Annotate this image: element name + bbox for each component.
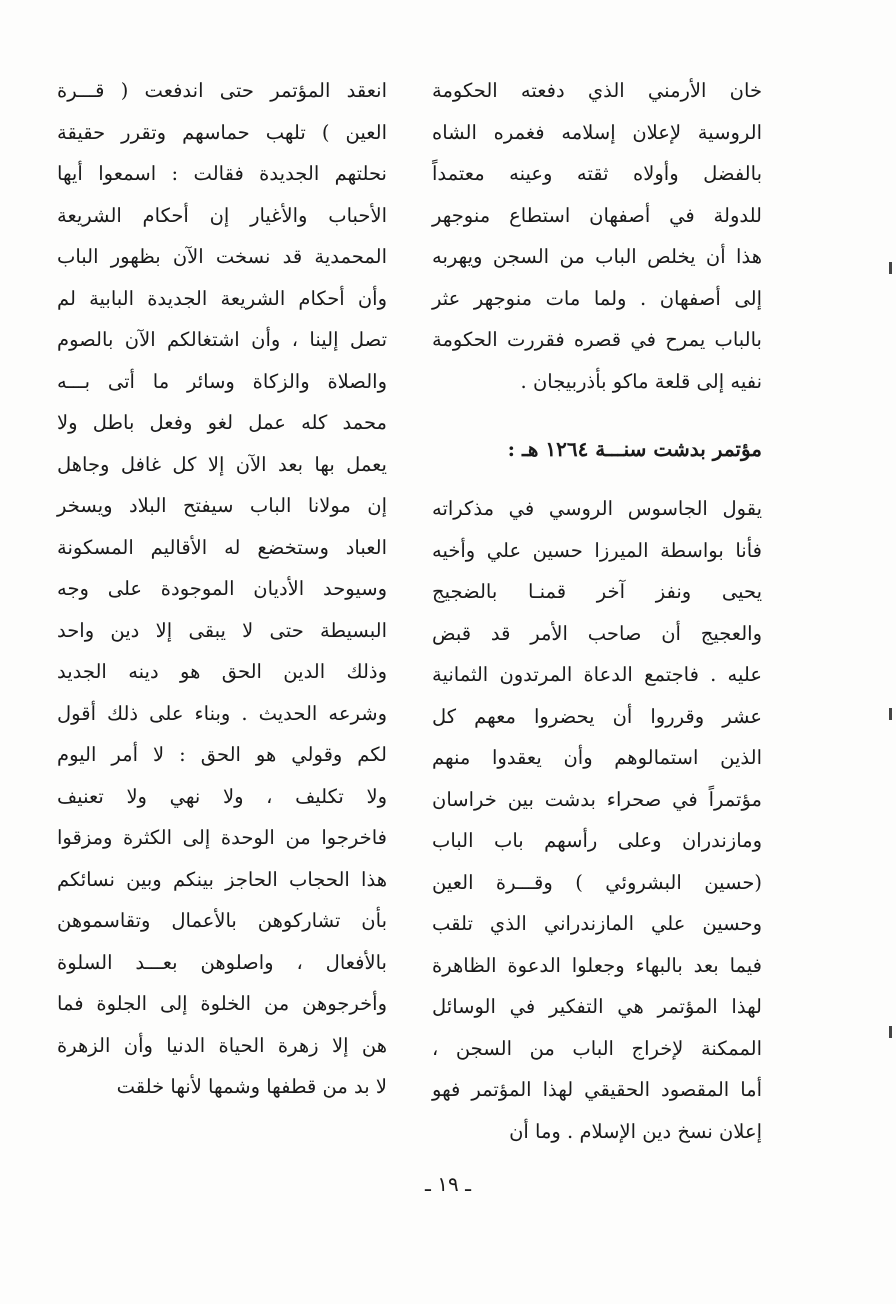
text-line: الأحباب والأغيار إن أحكام الشريعة [57,203,387,227]
text-line: للدولة في أصفهان استطاع منوجهر [432,203,762,227]
text-line: يعمل بها بعد الآن إلا كل غافل وجاهل [57,452,387,476]
text-line: والعجيج أن صاحب الأمر قد قبض [432,621,762,645]
text-line: وحسين علي المازندراني الذي تلقب [432,912,762,935]
text-line: أما المقصود الحقيقي لهذا المؤتمر فهو [432,1078,762,1101]
text-line: وذلك الدين الحق هو دينه الجديد [57,660,387,683]
text-line: محمد كله عمل لغو وفعل باطل ولا [57,411,387,434]
margin-mark [889,262,892,274]
text-line: انعقد المؤتمر حتى اندفعت ( قـــرة [57,79,387,102]
text-line: إن مولانا الباب سيفتح البلاد ويسخر [57,494,387,517]
text-line: هن إلا زهرة الحياة الدنيا وأن الزهرة [57,1033,387,1057]
paragraph-2 [432,488,762,1152]
text-line: نحلتهم الجديدة فقالت : اسمعوا أيها [57,162,387,185]
text-line: (حسين البشروئي ) وقـــرة العين [432,870,762,894]
text-line: البسيطة حتى لا يبقى إلا دين واحد [57,618,387,642]
text-line: ولا تكليف ، ولا نهي ولا تعنيف [57,784,387,808]
text-line: فأنا بواسطة الميرزا حسين علي وأخيه [432,538,762,562]
text-line: العباد وستخضع له الأقاليم المسكونة [57,535,387,559]
text-line: إعلان نسخ دين الإسلام . وما أن [509,1119,762,1143]
text-line: مؤتمراً في صحراء بدشت بين خراسان [432,787,762,811]
text-line: وسيوحد الأديان الموجودة على وجه [57,577,387,600]
text-line: بالباب يمرح في قصره فقررت الحكومة [432,328,762,351]
text-line: والصلاة والزكاة وسائر ما أتى بـــه [57,369,387,393]
text-line: عشر وقرروا أن يحضروا معهم كل [432,704,762,728]
text-line: إلى أصفهان . ولما مات منوجهر عثر [432,286,762,310]
page-number: ـ ١٩ ـ [425,1172,471,1196]
text-line: خان الأرمني الذي دفعته الحكومة [432,79,762,102]
text-line: وأخرجوهن من الخلوة إلى الجلوة فما [57,992,387,1015]
margin-mark [889,1026,892,1038]
paragraph-1 [432,70,762,402]
text-line: لهذا المؤتمر هي التفكير في الوسائل [432,995,762,1018]
text-line: بالفضل وأولاه ثقته وعينه معتمداً [432,162,762,185]
margin-mark [889,708,892,720]
text-line: ومازندران وعلى رأسهم باب الباب [432,829,762,852]
text-line: عليه . فاجتمع الدعاة المرتدون الثمانية [432,663,762,686]
text-line: بالأفعال ، واصلوهن بعـــد السلوة [57,950,387,974]
right-text-column [432,70,762,1152]
text-line: بأن تشاركوهن بالأعمال وتقاسموهن [57,909,387,932]
text-line: فاخرجوا من الوحدة إلى الكثرة ومزقوا [57,826,387,849]
text-line: تصل إلينا ، وأن اشتغالكم الآن بالصوم [57,328,387,351]
left-text-column [57,70,387,1108]
text-line: المحمدية قد نسخت الآن بظهور الباب [57,245,387,268]
text-line: هذا أن يخلص الباب من السجن ويهربه [432,245,762,268]
text-line: لا بد من قطفها وشمها لأنها خلقت [116,1075,387,1098]
section-heading: مؤتمر بدشت سنـــة ١٢٦٤ هـ : [507,437,762,461]
text-line: وأن أحكام الشريعة الجديدة البابية لم [57,286,387,310]
text-line: هذا الحجاب الحاجز بينكم وبين نسائكم [57,867,387,891]
text-line: الروسية لإعلان إسلامه فغمره الشاه [432,120,762,144]
text-line: الذين استمالوهم وأن يعقدوا منهم [432,746,762,769]
text-line: لكم وقولي هو الحق : لا أمر اليوم [57,743,387,766]
text-line: نفيه إلى قلعة ماكو بأذربيجان . [520,369,762,393]
text-line: وشرعه الحديث . وبناء على ذلك أقول [57,701,387,725]
text-line: يقول الجاسوس الروسي في مذكراته [432,497,762,520]
text-line: الممكنة لإخراج الباب من السجن ، [432,1036,762,1060]
text-line: يحيى ونفز آخر قمنـا بالضجيج [432,580,762,603]
text-line: فيما بعد بالبهاء وجعلوا الدعوة الظاهرة [432,953,762,977]
text-line: العين ) تلهب حماسهم وتقرر حقيقة [57,120,387,144]
